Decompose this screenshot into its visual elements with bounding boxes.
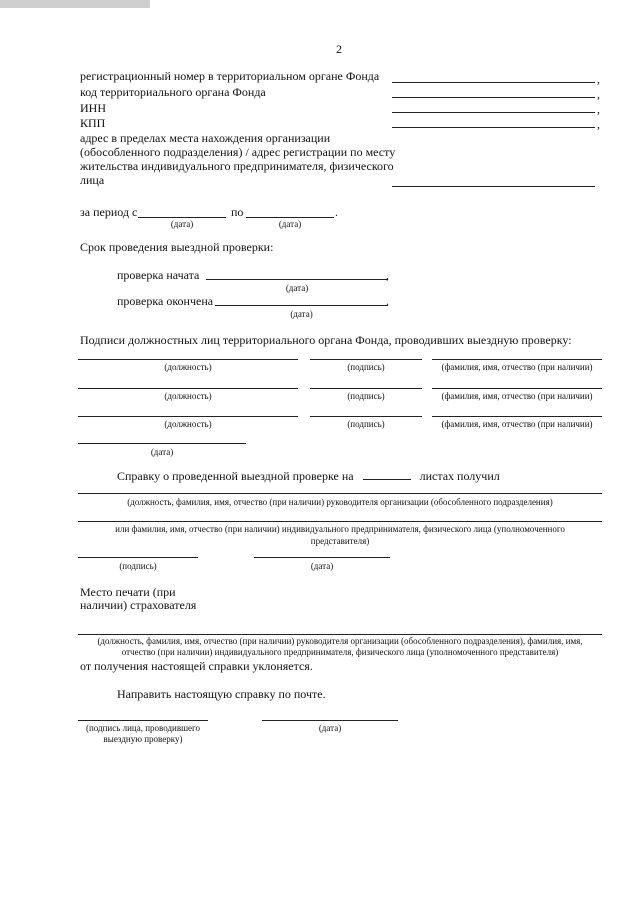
- inn-line: [392, 112, 595, 113]
- official-name-caption: (фамилия, имя, отчество (при наличии): [441, 362, 593, 372]
- receiver-date-line: [254, 557, 390, 558]
- field-label-inn: ИНН: [80, 101, 106, 115]
- field-label-address: (обособленного подразделения) / адрес регистрации по месту: [80, 145, 396, 159]
- kpp-line: [392, 127, 595, 128]
- official-name-line: [432, 416, 602, 417]
- official-position-caption: (должность): [164, 362, 212, 372]
- period-from-date-line: [138, 217, 226, 218]
- receipt-text-before: Справку о проведенной выездной проверке на: [117, 469, 354, 483]
- period-from-date-caption: (дата): [170, 219, 194, 229]
- receiver-sign-caption: (подпись): [119, 561, 157, 571]
- page-number: 2: [336, 42, 342, 56]
- evasion-text: от получения настоящей справки уклоняется.: [80, 659, 313, 673]
- official-name-line: [432, 359, 602, 360]
- inspection-started-comma: ,: [386, 268, 389, 282]
- field-label-address: адрес в пределах места нахождения организации: [80, 131, 331, 145]
- official-sign-caption: (подпись): [347, 419, 385, 429]
- period-from-label: за период с: [80, 205, 138, 219]
- receiver-line-2: [78, 521, 602, 522]
- inspection-started-line: [206, 279, 388, 280]
- field-label-registration-number: регистрационный номер в территориальном органе Фонда: [80, 69, 380, 83]
- field-label-address: лица: [80, 173, 105, 187]
- inspection-started-label: проверка начата: [117, 268, 200, 282]
- official-sign-caption: (подпись): [347, 362, 385, 372]
- registration-number-line: [392, 82, 595, 83]
- inspection-heading: Срок проведения выездной проверки:: [80, 240, 274, 254]
- inspection-started-date-caption: (дата): [285, 283, 309, 293]
- comma: ,: [597, 72, 600, 86]
- official-name-caption: (фамилия, имя, отчество (при наличии): [441, 419, 593, 429]
- mail-sign-caption: (подпись лица, проводившего: [85, 723, 201, 733]
- address-line: [392, 186, 595, 187]
- comma: ,: [597, 117, 600, 131]
- receipt-text-after: листах получил: [419, 469, 500, 483]
- official-position-line: [78, 359, 298, 360]
- field-label-territorial-code: код территориального органа Фонда: [80, 85, 266, 99]
- receipt-sheets-blank: [363, 469, 411, 480]
- receiver-caption: (должность, фамилия, имя, отчество (при наличии) руководителя организации (обособленного подразделения): [127, 497, 553, 507]
- comma: ,: [597, 87, 600, 101]
- official-sign-caption: (подпись): [347, 391, 385, 401]
- receiver-sign-line: [78, 557, 198, 558]
- receiver-line: [78, 493, 602, 494]
- official-sign-line: [310, 388, 422, 389]
- evasion-caption: (должность, фамилия, имя, отчество (при наличии) руководителя организации (обособленного подразделения), фамилия, имя,: [97, 636, 583, 646]
- evasion-line: [78, 634, 602, 635]
- period-to-label: по: [231, 205, 244, 219]
- mail-date-line: [262, 720, 398, 721]
- seal-place-label: наличии) страхователя: [80, 598, 197, 612]
- mail-text: Направить настоящую справку по почте.: [117, 687, 326, 701]
- field-label-address: жительства индивидуального предпринимателя, физического: [80, 159, 394, 173]
- inspection-finished-line: [215, 305, 388, 306]
- signatures-date-line: [78, 443, 246, 444]
- period-to-date-caption: (дата): [278, 219, 302, 229]
- mail-sign-line: [78, 720, 208, 721]
- official-sign-line: [310, 416, 422, 417]
- period-to-date-line: [246, 217, 334, 218]
- inspection-finished-date-caption: (дата): [290, 309, 313, 319]
- mail-sign-caption: выездную проверку): [103, 734, 183, 744]
- scan-edge-mark: [0, 0, 150, 8]
- signatures-heading: Подписи должностных лиц территориального органа Фонда, проводивших выездную проверку:: [80, 333, 572, 347]
- official-position-caption: (должность): [164, 419, 212, 429]
- receiver-caption: или фамилия, имя, отчество (при наличии) индивидуального предпринимателя, физического лица (уполномоченного: [115, 524, 565, 534]
- receiver-date-caption: (дата): [310, 561, 334, 571]
- official-sign-line: [310, 359, 422, 360]
- field-label-kpp: КПП: [80, 116, 106, 130]
- receipt-text: [117, 469, 500, 483]
- evasion-caption: отчество (при наличии) индивидуального предпринимателя, физического лица (уполномоченного представителя): [121, 647, 559, 657]
- official-name-line: [432, 388, 602, 389]
- official-position-line: [78, 388, 298, 389]
- inspection-finished-end-mark: .: [386, 294, 389, 308]
- inspection-finished-label: проверка окончена: [117, 294, 214, 308]
- official-position-caption: (должность): [164, 391, 212, 401]
- signatures-date-caption: (дата): [150, 447, 174, 457]
- period-end-mark: .: [335, 205, 338, 219]
- seal-place-label: Место печати (при: [80, 585, 176, 599]
- mail-date-caption: (дата): [318, 723, 342, 733]
- official-position-line: [78, 416, 298, 417]
- official-name-caption: (фамилия, имя, отчество (при наличии): [441, 391, 593, 401]
- receiver-caption: представителя): [310, 536, 370, 546]
- comma: ,: [597, 102, 600, 116]
- territorial-code-line: [392, 97, 595, 98]
